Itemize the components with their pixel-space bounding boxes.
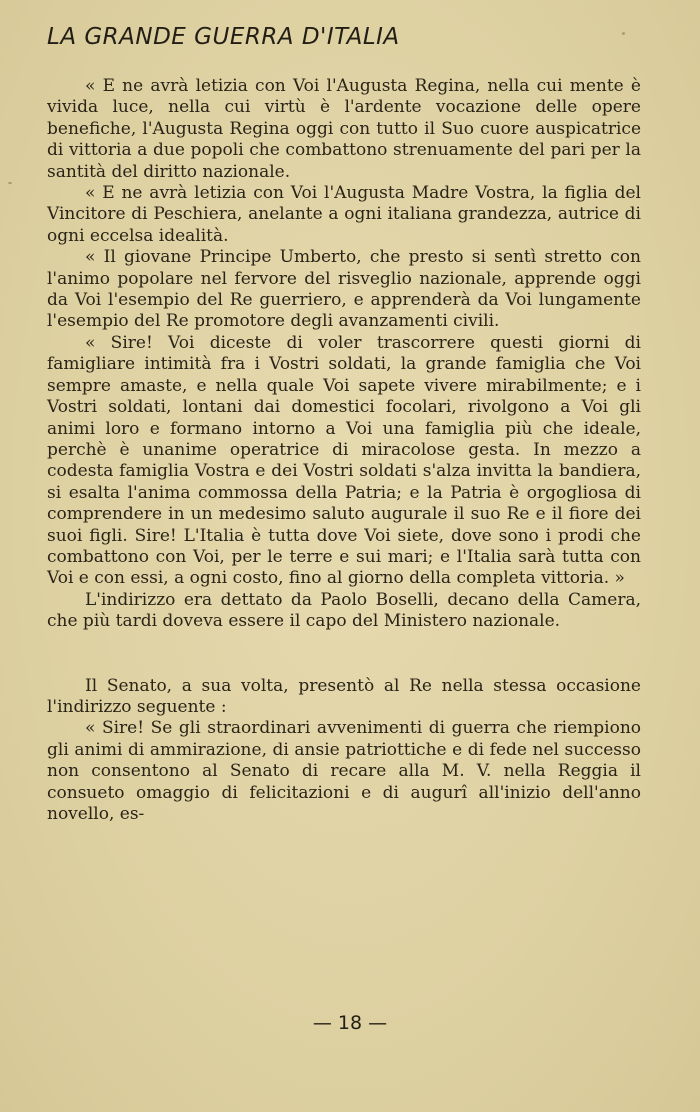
paragraph-senato: Il Senato, a sua volta, presentò al Re nella stessa occasione l'indirizzo seguente :: [47, 675, 641, 717]
body-text: [47, 76, 641, 825]
paragraph-sire-soldati: « Sire! Voi diceste di voler trascorrere questi giorni di famigliare intimità fra i Vostri soldati, la grande famiglia che Voi sempre amaste, e nella quale Voi sapete vivere mirabilmente; e i Vostri soldati, lontani dai domestici focolari, rivolgono a Voi gli animi loro e formano intorno a Voi una famiglia più che ideale, perchè è unanime operatrice di miracolose gesta. In mezzo a codesta famiglia Vostra e dei Vostri soldati s'alza invitta la bandiera, si esalta l'anima commossa della Patria; e la Patria è orgogliosa di comprendere in un medesimo saluto augurale il suo Re e il fiore dei suoi figli. Sire! L'Italia è tutta dove Voi siete, dove sono i prodi che combattono con Voi, per le terre e sui mari; e l'Italia sarà tutta con Voi e con essi, a ogni costo, fino al giorno della completa vittoria. »: [47, 332, 641, 589]
paragraph-sire-senato: « Sire! Se gli straordinari avvenimenti di guerra che riempiono gli animi di ammirazione, di ansie patriottiche e di fede nel successo non consentono al Senato di recare alla M. V. nella Reggia il consueto omaggio di felicitazioni e di augurî all'inizio dell'anno novello, es-: [47, 718, 641, 824]
running-header: LA GRANDE GUERRA D'ITALIA: [47, 24, 400, 50]
paragraph-regina: « E ne avrà letizia con Voi l'Augusta Regina, nella cui mente è vivida luce, nella cui virtù è l'ardente vocazione delle opere benefiche, l'Augusta Regina oggi con tutto il Suo cuore auspicatrice di vittoria a due popoli che combattono strenuamente del pari per la santità del diritto nazionale.: [47, 76, 641, 182]
paper-speck: [622, 32, 625, 35]
paragraph-principe: « Il giovane Principe Umberto, che presto si sentì stretto con l'animo popolare nel fervore del risveglio nazionale, apprende oggi da Voi l'esempio del Re guerriero, e apprenderà da Voi lungamente l'esempio del Re promotore degli avanzamenti civili.: [47, 247, 641, 332]
paragraph-boselli: L'indirizzo era dettato da Paolo Boselli, decano della Camera, che più tardi doveva essere il capo del Ministero nazionale.: [47, 589, 641, 632]
paper-speck: [8, 182, 12, 184]
section-gap: [47, 633, 641, 676]
paragraph-madre: « E ne avrà letizia con Voi l'Augusta Madre Vostra, la figlia del Vincitore di Peschiera, anelante a ogni italiana grandezza, autrice di ogni eccelsa idealità.: [47, 183, 641, 246]
page-number: — 18 —: [312, 1012, 388, 1034]
